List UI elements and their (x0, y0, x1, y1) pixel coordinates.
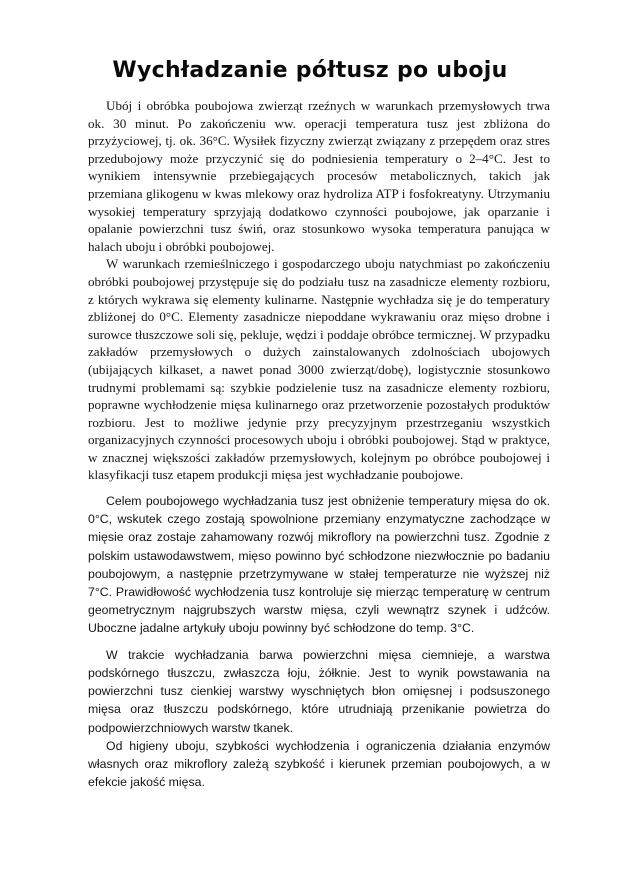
paragraph-3: Celem poubojowego wychładzania tusz jest obniżenie temperatury mięsa do ok. 0°C, wskutek czego zostają spowolnione przemiany enzymatyczne zachodzące w mięsie oraz zostaje zahamowany rozwój mikroflory na powierzchni tusz. Zgodnie z polskim ustawodawstwem, mięso powinno być schłodzone niezwłocznie po badaniu poubojowym, a następnie przetrzymywane w stałej temperaturze nie wyższej niż 7°C. Prawidłowość wychłodzenia tusz kontroluje się mierząc temperaturę w centrum geometrycznym najgrubszych warstw mięsa, czyli wewnątrz szynek i udźców. Uboczne jadalne artykuły uboju powinny być schłodzone do temp. 3°C. (88, 494, 550, 636)
paragraph-gap (88, 484, 550, 492)
paragraph-4: W trakcie wychładzania barwa powierzchni mięsa ciemnieje, a warstwa podskórnego tłuszczu, zwłaszcza łoju, żółknie. Jest to wynik powstawania na powierzchni tusz cienkiej warstwy wyschniętych błon omięsnej i podsuszonego mięsa oraz tłuszczu podskórnego, które utrudniają przenikanie powietrza do podpowierzchniowych warstw tkanek. (88, 647, 550, 735)
paragraph-gap (88, 638, 550, 646)
document-body (88, 97, 550, 791)
paragraph-1: Ubój i obróbka poubojowa zwierząt rzeźnych w warunkach przemysłowych trwa ok. 30 minut. Po zakończeniu ww. operacji temperatura tusz jest zbliżona do przyżyciowej, tj. ok. 36°C. Wysiłek fizyczny zwierząt związany z przepędem oraz stres przedubojowy może przyczynić się do podniesienia temperatury o 2–4°C. Jest to wynikiem intensywnie przebiegających procesów metabolicznych, takich jak przemiana glikogenu w kwas mlekowy oraz hydroliza ATP i fosfokreatyny. Utrzymaniu wysokiej temperatury sprzyjają dodatkowo czynności poubojowe, jak oparzanie i opalanie powierzchni tusz świń, oraz stosunkowo wysoka temperatura panująca w halach uboju i obróbki poubojowej. (88, 98, 550, 254)
paragraph-2: W warunkach rzemieślniczego i gospodarczego uboju natychmiast po zakończeniu obróbki poubojowej przystępuje się do podziału tusz na zasadnicze elementy rozbioru, z których wykrawa się elementy kulinarne. Następnie wychładza się je do temperatury zbliżonej do 0°C. Elementy zasadnicze niepoddane wykrawaniu oraz mięso drobne i surowce tłuszczowe soli się, pekluje, wędzi i poddaje obróbce termicznej. W przypadku zakładów przemysłowych o dużych zainstalowanych zdolnościach ubojowych (ubijających kilkaset, a nawet ponad 3000 zwierząt/dobę), logistycznie stosunkowo trudnymi problemami są: szybkie podzielenie tusz na zasadnicze elementy rozbioru, poprawne wychłodzenie mięsa kulinarnego oraz przetworzenie pozostałych produktów rozbioru. Jest to możliwe jedynie przy precyzyjnym przestrzeganiu wszystkich organizacyjnych czynności procesowych uboju i obróbki poubojowej. Stąd w praktyce, w znacznej większości zakładów przemysłowych, kolejnym po obróbce poubojowej i klasyfikacji tusz etapem produkcji mięsa jest wychładzanie poubojowe. (88, 256, 550, 483)
paragraph-5: Od higieny uboju, szybkości wychłodzenia i ograniczenia działania enzymów własnych oraz mikroflory zależą szybkość i kierunek przemian poubojowych, a w efekcie jakość mięsa. (88, 738, 550, 790)
page-title: Wychładzanie półtusz po uboju (112, 58, 508, 83)
